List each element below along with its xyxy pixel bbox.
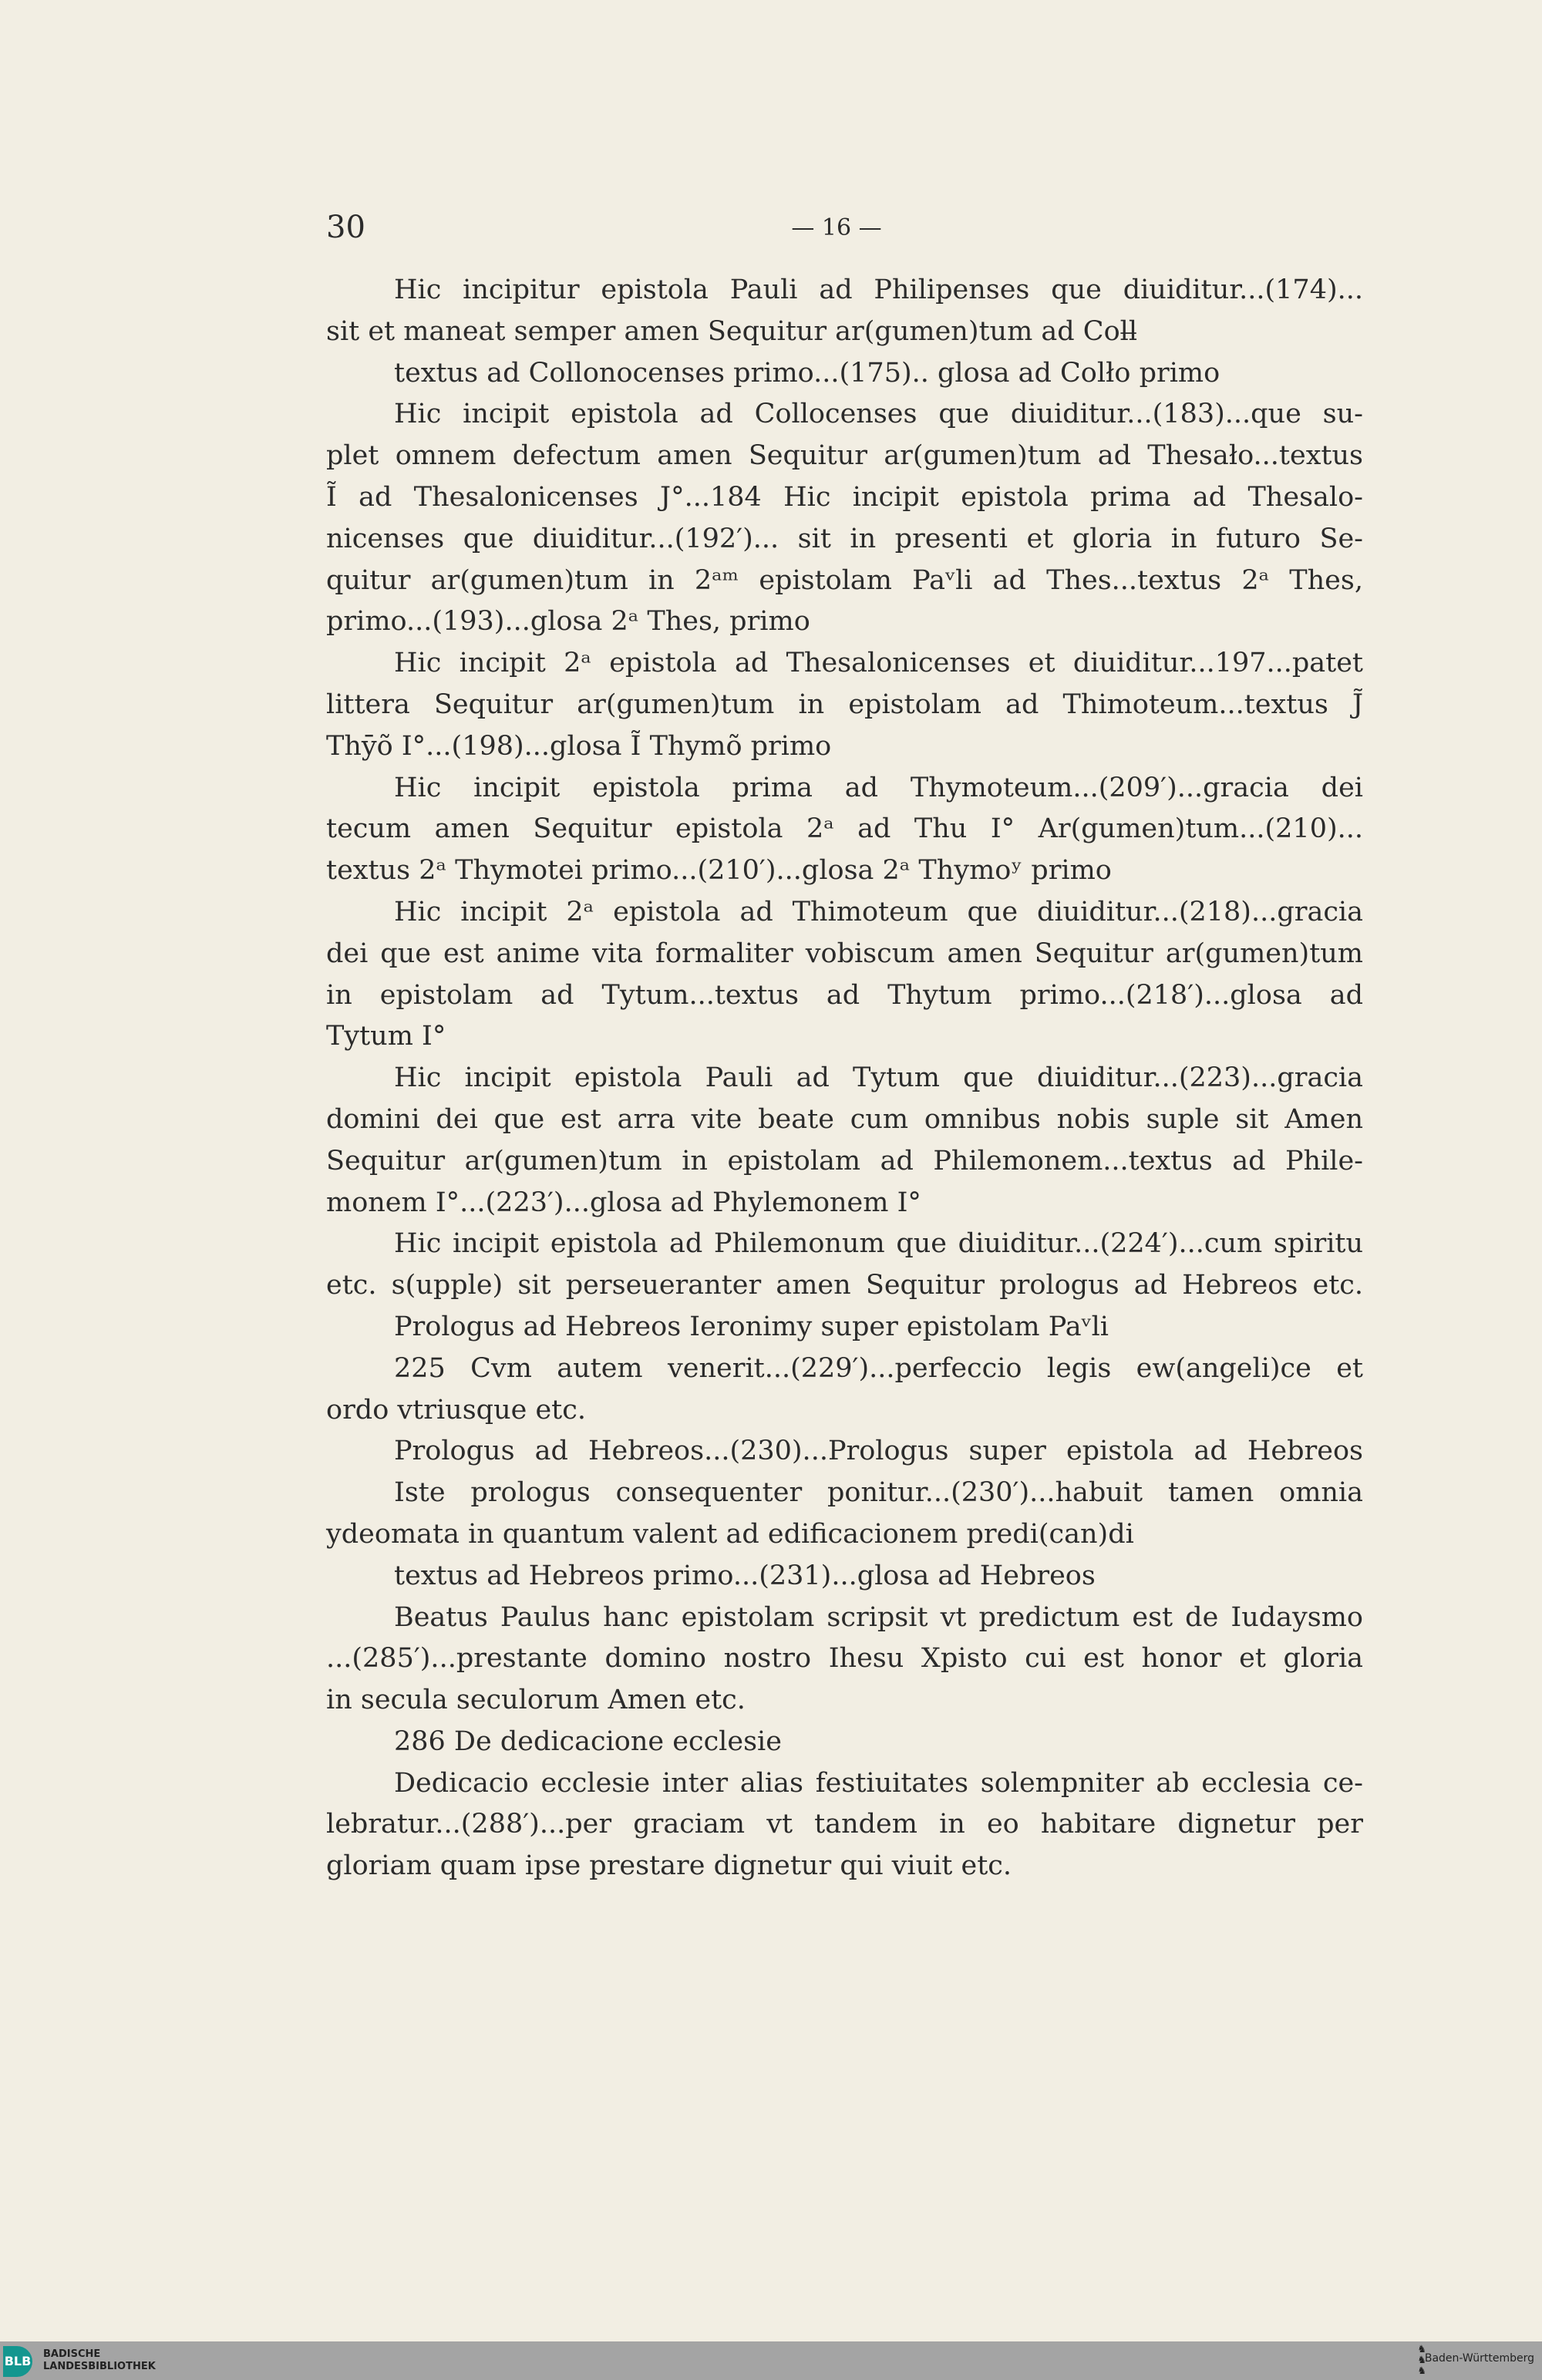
text-line: dei que est anime vita formaliter vobiscum amen Sequitur ar(gumen)tum [326, 938, 1363, 969]
text-line: Tytum I° [326, 1021, 446, 1052]
baden-wuerttemberg-lions-icon: ♞ ♞ ♞ [1417, 2344, 1426, 2377]
text-line: ydeomata in quantum valent ad edificacionem predi(can)di [326, 1518, 1134, 1550]
text-line: lebratur...(288′)...per graciam vt tandem in eo habitare dignetur per [326, 1809, 1363, 1840]
text-line: Ĩ ad Thesalonicenses J°...184 Hic incipit epistola prima ad Thesalo- [326, 481, 1363, 513]
text-line: ...(285′)...prestante domino nostro Ihesu Xpisto cui est honor et gloria [326, 1643, 1363, 1675]
page-number: 30 [326, 210, 365, 245]
text-line: littera Sequitur ar(gumen)tum in epistolam ad Thimoteum...textus J̃ [326, 688, 1363, 720]
text-line: plet omnem defectum amen Sequitur ar(gumen)tum ad Thesało...textus [326, 440, 1363, 472]
baden-wuerttemberg-logo[interactable]: Baden-Württemberg [1424, 2352, 1534, 2365]
blb-logo[interactable]: BLB [3, 2346, 32, 2377]
library-name-line1: BADISCHE [43, 2348, 101, 2360]
text-line: Hic incipit epistola ad Philemonum que diuiditur...(224′)...cum spiritu [394, 1228, 1363, 1260]
text-line: in epistolam ad Tytum...textus ad Thytum primo...(218′)...glosa ad [326, 979, 1363, 1011]
text-line: domini dei que est arra vite beate cum omnibus nobis suple sit Amen [326, 1103, 1363, 1135]
text-line: Hic incipit 2ᵃ epistola ad Thimoteum que diuiditur...(218)...gracia [394, 896, 1363, 927]
footer-bar [0, 2341, 1542, 2380]
text-line: Iste prologus consequenter ponitur...(230′)...habuit tamen omnia [394, 1477, 1363, 1509]
text-line: sit et maneat semper amen Sequitur ar(gumen)tum ad Coll̶ [326, 315, 1138, 347]
library-name [43, 2348, 156, 2373]
text-line: Prologus ad Hebreos Ieronimy super epistolam Paᵛli [394, 1311, 1109, 1342]
text-line: quitur ar(gumen)tum in 2ᵃᵐ epistolam Paᵛli ad Thes...textus 2ᵃ Thes, [326, 564, 1363, 596]
library-name-line2: LANDESBIBLIOTHEK [43, 2361, 156, 2372]
text-line: textus ad Hebreos primo...(231)...glosa ad Hebreos [394, 1560, 1096, 1591]
text-line: Hic incipit epistola Pauli ad Tytum que diuiditur...(223)...gracia [394, 1062, 1363, 1094]
body-text [326, 270, 1363, 1887]
text-line: Thȳõ I°...(198)...glosa Ĩ Thymõ primo [326, 730, 832, 762]
text-line: gloriam quam ipse prestare dignetur qui viuit etc. [326, 1850, 1012, 1882]
text-line: ordo vtriusque etc. [326, 1394, 586, 1426]
text-line: in secula seculorum Amen etc. [326, 1685, 746, 1716]
text-line: textus 2ᵃ Thymotei primo...(210′)...glosa 2ᵃ Thymoʸ primo [326, 855, 1112, 887]
text-line: monem I°...(223′)...glosa ad Phylemonem I° [326, 1187, 921, 1218]
text-line: Dedicacio ecclesie inter alias festiuitates solempniter ab ecclesia ce- [394, 1767, 1363, 1799]
text-line: textus ad Collonocenses primo...(175).. glosa ad Colło primo [394, 357, 1220, 389]
text-line: Prologus ad Hebreos...(230)...Prologus super epistola ad Hebreos [394, 1436, 1363, 1467]
text-line: primo...(193)...glosa 2ᵃ Thes, primo [326, 606, 810, 638]
text-line: Hic incipit epistola ad Collocenses que diuiditur...(183)...que su- [394, 399, 1363, 430]
text-line: nicenses que diuiditur...(192′)... sit in presenti et gloria in futuro Se- [326, 523, 1363, 554]
text-line: Hic incipit 2ᵃ epistola ad Thesalonicenses et diuiditur...197...patet [394, 648, 1363, 679]
text-line: tecum amen Sequitur epistola 2ᵃ ad Thu I° Ar(gumen)tum...(210)... [326, 813, 1363, 845]
text-line: Sequitur ar(gumen)tum in epistolam ad Philemonem...textus ad Phile- [326, 1145, 1363, 1177]
text-line: Beatus Paulus hanc epistolam scripsit vt predictum est de Iudaysmo [394, 1601, 1363, 1633]
text-line: Hic incipit epistola prima ad Thymoteum...(209′)...gracia dei [394, 772, 1363, 803]
text-line: Hic incipitur epistola Pauli ad Philipenses que diuiditur...(174)... [394, 274, 1363, 305]
running-head: — 16 — [791, 214, 882, 241]
text-line: 225 Cvm autem venerit...(229′)...perfeccio legis ew(angeli)ce et [394, 1352, 1363, 1384]
text-line: etc. s(upple) sit perseueranter amen Sequitur prologus ad Hebreos etc. [326, 1270, 1363, 1301]
text-line: 286 De dedicacione ecclesie [394, 1725, 782, 1757]
